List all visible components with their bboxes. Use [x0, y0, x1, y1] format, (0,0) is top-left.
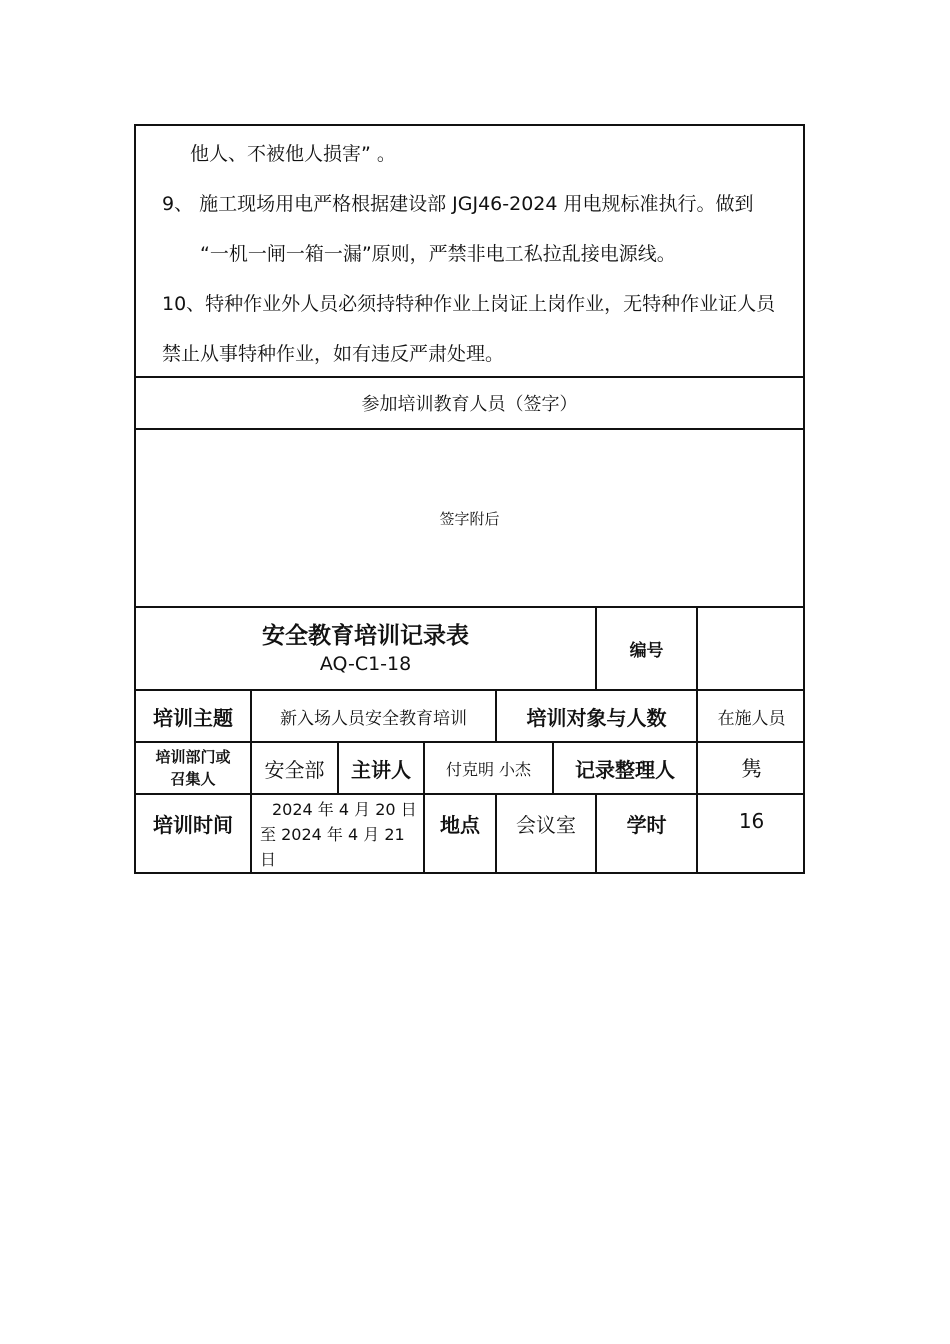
dept-label-line-1: 培训部门或 — [155, 748, 231, 766]
number-label: 编号 — [596, 608, 697, 690]
dept-value: 安全部 — [251, 742, 338, 794]
document-table — [134, 124, 805, 874]
training-record-table — [136, 608, 805, 872]
time-row — [136, 794, 805, 872]
regulation-line-5: 禁止从事特种作业，如有违反严肃处理。 — [162, 343, 505, 365]
speaker-value: 付克明 小杰 — [424, 742, 553, 794]
time-value-line-2: 至 2024 年 4 月 21 — [260, 825, 405, 844]
topic-row — [136, 690, 805, 742]
regulation-line-1: 他人、不被他人损害” 。 — [190, 143, 396, 165]
hours-value: 16 — [697, 794, 805, 872]
signature-area — [136, 430, 803, 608]
topic-label: 培训主题 — [136, 690, 251, 742]
regulations-text-block — [136, 126, 803, 378]
regulation-line-3: “一机一闸一箱一漏”原则，严禁非电工私拉乱接电源线。 — [200, 243, 676, 265]
place-value: 会议室 — [496, 794, 596, 872]
form-title: 安全教育培训记录表 — [262, 622, 470, 649]
department-row — [136, 742, 805, 794]
time-value-cell — [251, 794, 424, 872]
form-title-cell — [136, 608, 596, 690]
target-value: 在施人员 — [697, 690, 805, 742]
dept-label-line-2: 召集人 — [170, 770, 216, 788]
dept-label-cell — [136, 742, 251, 794]
title-row — [136, 608, 805, 690]
regulation-line-2: 9、 施工现场用电严格根据建设部 JGJ46-2024 用电规标准执行。做到 — [162, 193, 754, 215]
hours-label: 学时 — [596, 794, 697, 872]
time-value-line-3: 日 — [260, 850, 277, 869]
number-value — [697, 608, 805, 690]
target-label: 培训对象与人数 — [496, 690, 697, 742]
signature-header: 参加培训教育人员（签字） — [136, 378, 803, 430]
time-value-line-1: 2024 年 4 月 20 日 — [272, 800, 417, 819]
form-code: AQ-C1-18 — [319, 652, 412, 675]
time-label: 培训时间 — [136, 794, 251, 872]
recorder-value: 隽 — [697, 742, 805, 794]
place-label: 地点 — [424, 794, 496, 872]
recorder-label: 记录整理人 — [553, 742, 697, 794]
regulation-line-4: 10、特种作业外人员必须持特种作业上岗证上岗作业，无特种作业证人员 — [162, 293, 776, 315]
topic-value: 新入场人员安全教育培训 — [251, 690, 496, 742]
speaker-label: 主讲人 — [338, 742, 424, 794]
signature-note: 签字附后 — [439, 509, 500, 528]
